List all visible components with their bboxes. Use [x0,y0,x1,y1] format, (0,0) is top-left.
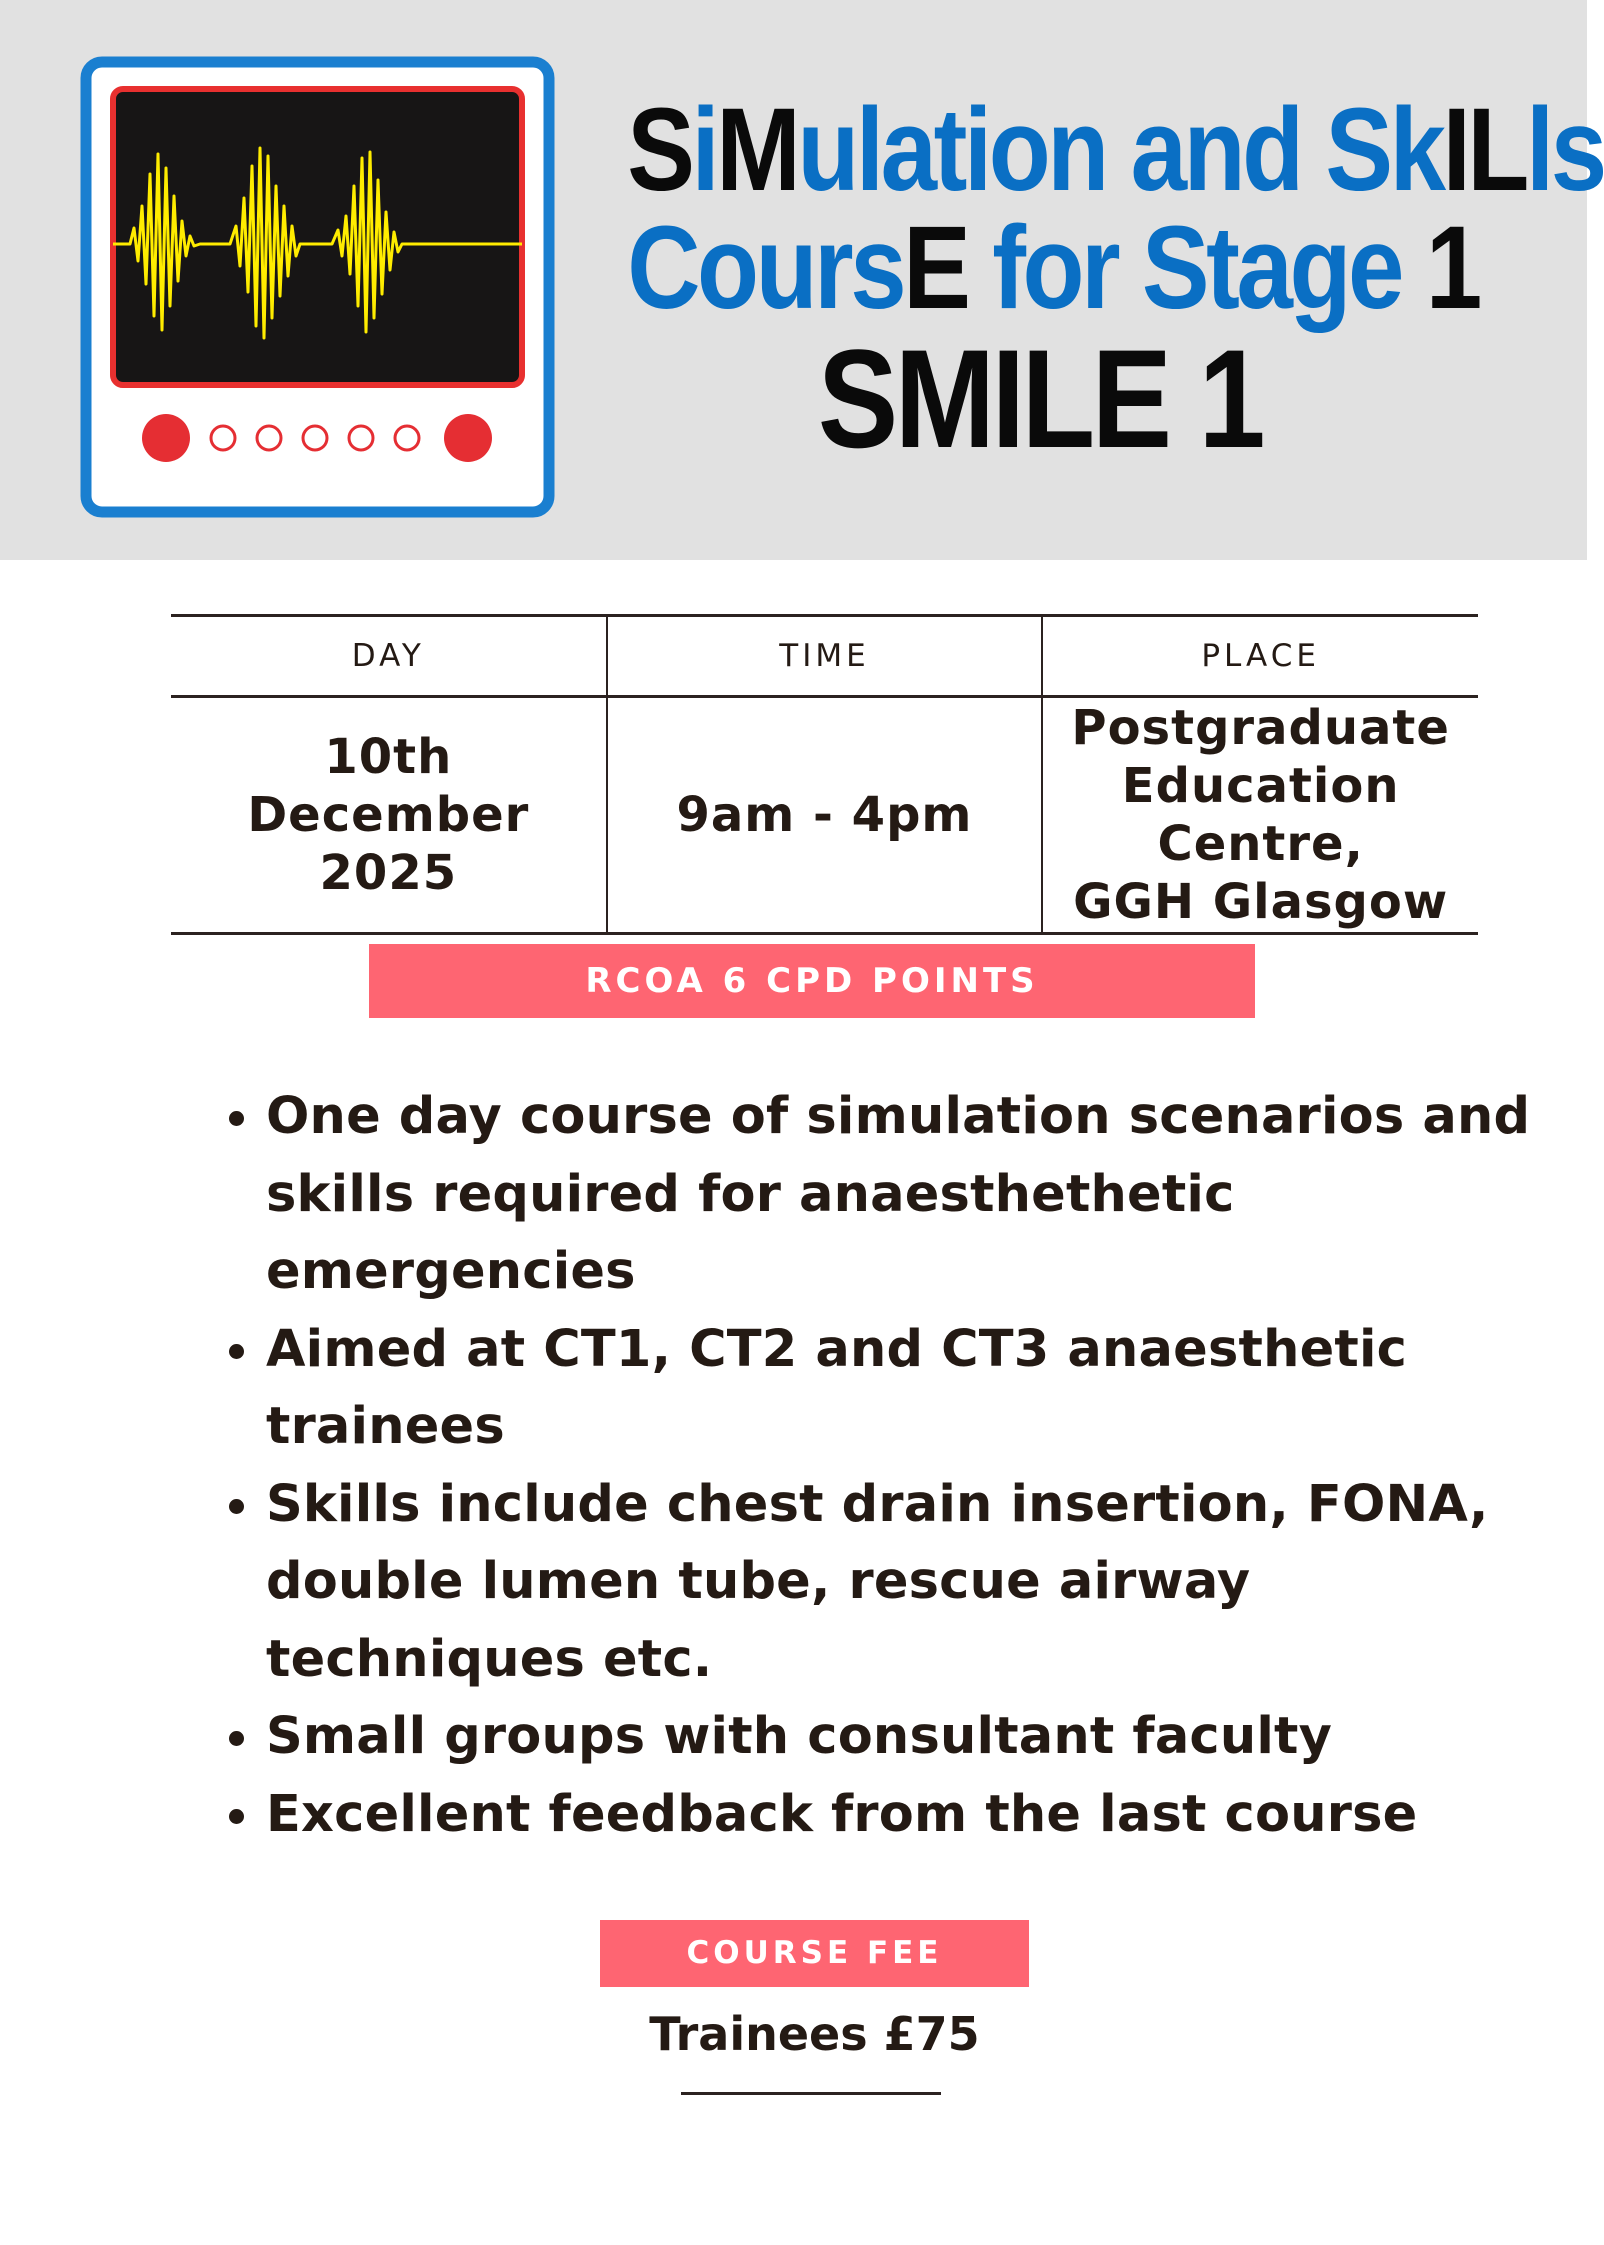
header-day: DAY [171,616,607,697]
title-line-3: SMILE 1 [817,320,1263,477]
title-segment: ls [1525,84,1604,216]
title-segment: E [903,202,968,334]
title-segment: 1 [1425,202,1479,334]
course-fee-value: Trainees £75 [649,2007,980,2061]
list-item: • Skills include chest drain insertion, FONA, double lumen tube, rescue airway techniques etc. [266,1466,1556,1699]
course-highlights-list [216,1078,1556,1853]
day-line: December [247,787,530,843]
place-line: Postgraduate [1071,700,1450,756]
day-line: 10th [324,729,453,785]
header-place: PLACE [1042,616,1478,697]
list-item: • One day course of simulation scenarios and skills required for anaesthethetic emergencies [266,1078,1556,1311]
table-header-row [171,616,1478,697]
place-cell [1042,697,1478,934]
list-item: • Excellent feedback from the last course [266,1776,1556,1854]
header-banner [0,0,1604,560]
time-cell: 9am - 4pm [607,697,1043,934]
header-time: TIME [607,616,1043,697]
title-segment: M [716,84,798,216]
course-fee-badge: COURSE FEE [600,1920,1029,1987]
ecg-monitor-icon [80,56,555,518]
day-cell [171,697,607,934]
title-segment: S [627,84,692,216]
place-line: GGH Glasgow [1073,874,1449,930]
table-row [171,697,1478,934]
title-line-2 [627,202,1479,334]
title-segment: i [691,84,717,216]
list-item: • Small groups with consultant faculty [266,1698,1556,1776]
day-line: 2025 [319,845,458,901]
title-segment: Cours [627,202,904,334]
title-segment: IL [1442,84,1526,216]
list-item: • Aimed at CT1, CT2 and CT3 anaesthetic trainees [266,1311,1556,1466]
title-line-1 [627,84,1604,216]
title-segment: for Stage [967,202,1426,334]
course-details-table [171,614,1478,935]
course-title [627,84,1604,477]
cpd-points-badge: RCOA 6 CPD POINTS [369,944,1255,1018]
place-line: Education Centre, [1121,758,1400,872]
divider [681,2092,941,2095]
title-segment: ulation and Sk [797,84,1443,216]
